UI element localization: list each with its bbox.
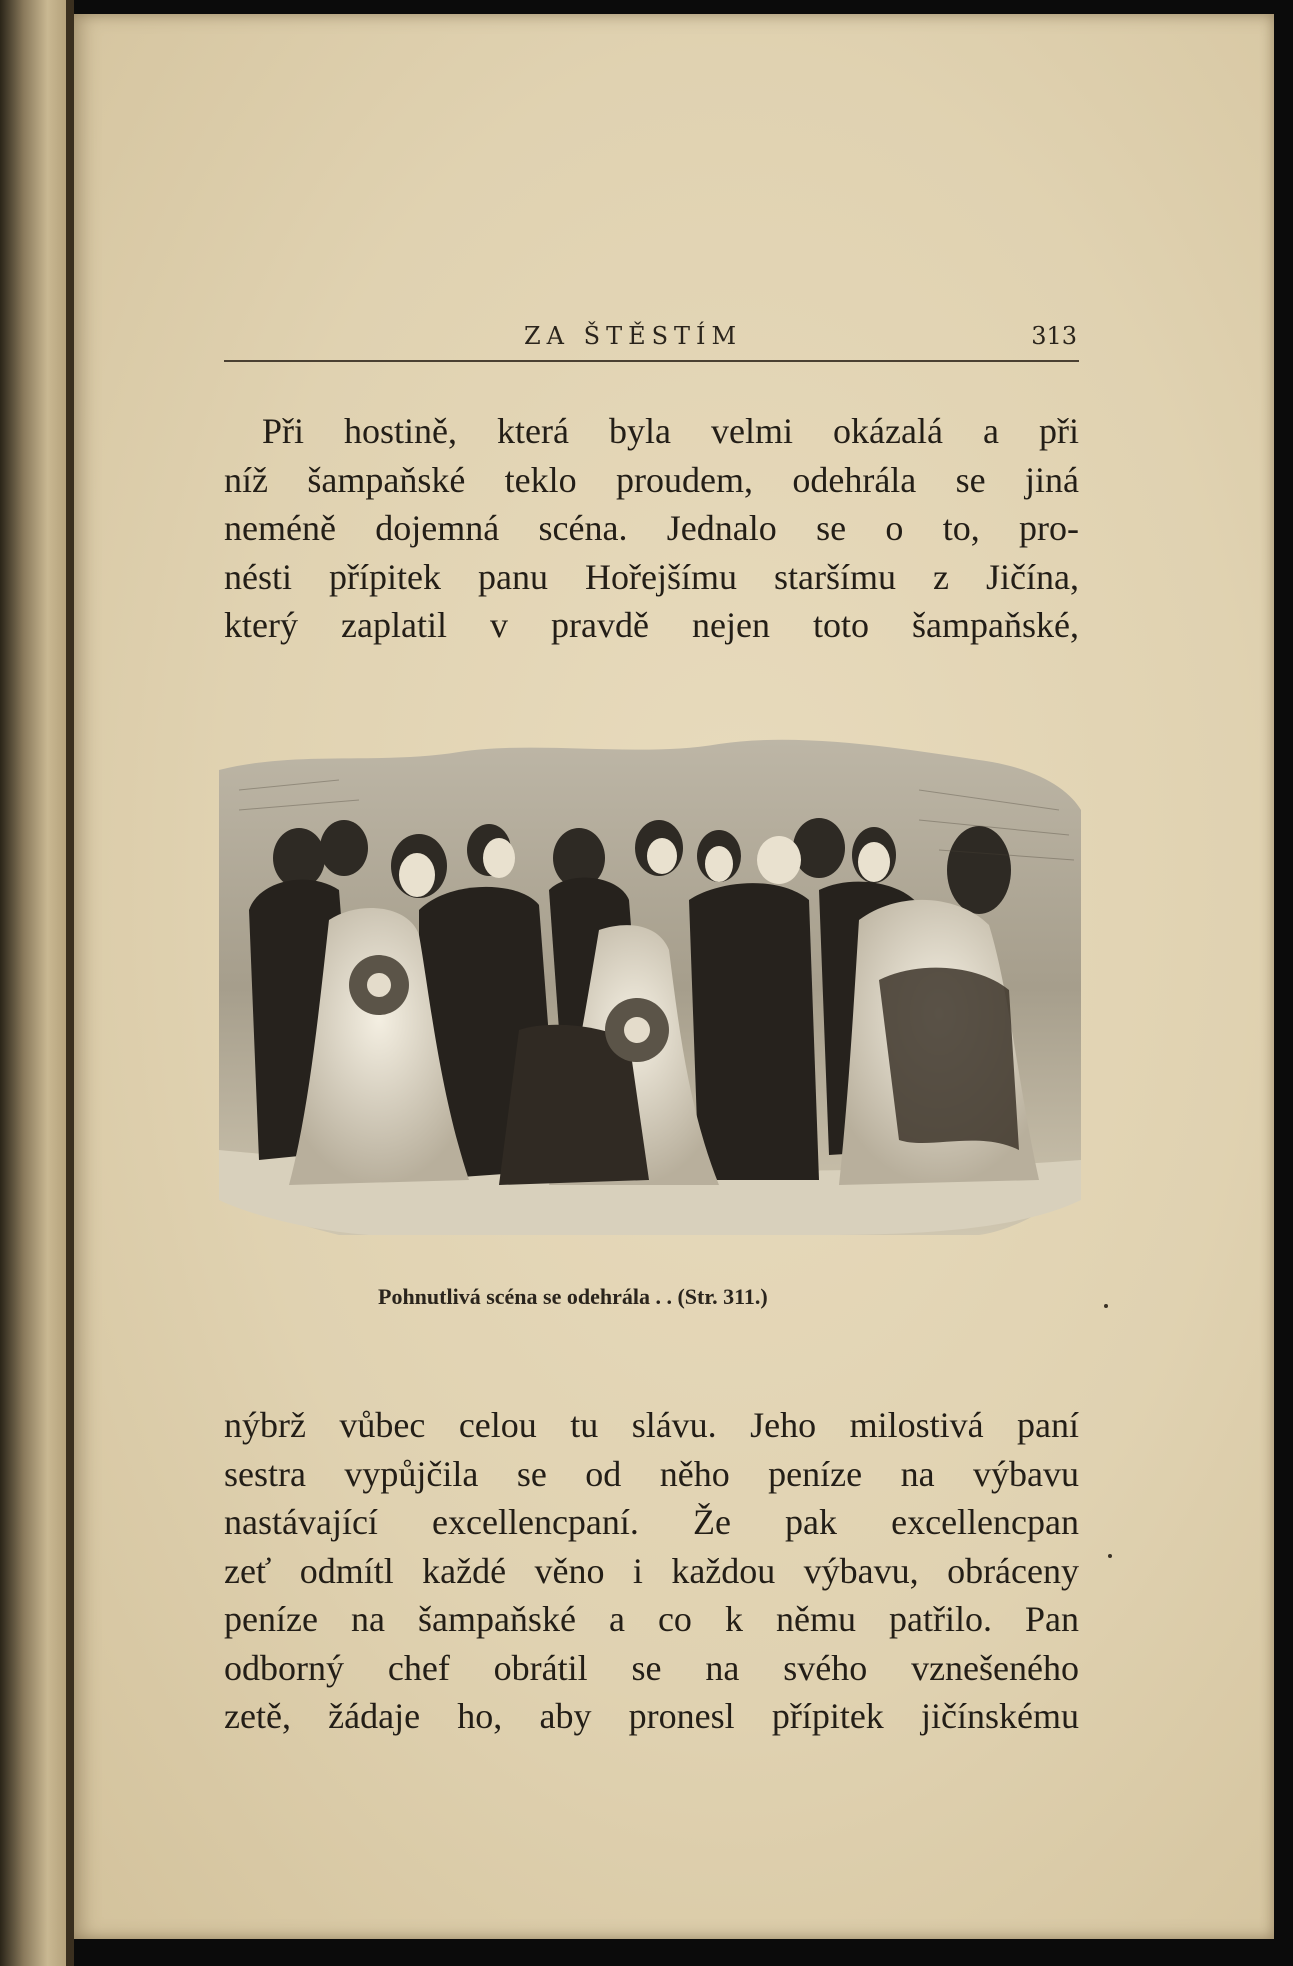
text-line: sestra vypůjčila se od něho peníze na výbavu (224, 1453, 1079, 1494)
text-line: peníze na šampaňské a co k němu patřilo. Pan (224, 1599, 1079, 1639)
text-line: zeť odmítl každé věno i každou výbavu, obráceny (224, 1550, 1079, 1591)
text-line: který zaplatil v pravdě nejen toto šampaňské, (224, 605, 1079, 645)
illustration-caption: Pohnutlivá scéna se odehrála . . (Str. 311.) (378, 1284, 768, 1309)
text-line: nýbrž vůbec celou tu slávu. Jeho milostivá paní (224, 1405, 1079, 1445)
running-head (224, 314, 1079, 362)
paragraph-2 (224, 1401, 1079, 1741)
paper-speck (1108, 1554, 1112, 1558)
text-line: nésti přípitek panu Hořejšímu staršímu z Jičína, (224, 556, 1079, 597)
book-spine (66, 0, 74, 1966)
paragraph-1 (224, 407, 1079, 650)
text-line: nastávající excellencpaní. Že pak excellencpan (224, 1502, 1079, 1542)
text-line: neméně dojemná scéna. Jednalo se o to, pro- (224, 508, 1079, 548)
running-title: ZA ŠTĚSTÍM (524, 322, 743, 350)
engraving-illustration (219, 730, 1081, 1245)
paper-speck (1104, 1304, 1108, 1308)
previous-page-edge (0, 0, 68, 1966)
text-line: odborný chef obrátil se na svého vznešeného (224, 1647, 1079, 1688)
book-page (74, 14, 1274, 1939)
text-line: zetě, žádaje ho, aby pronesl přípitek jičínskému (224, 1696, 1079, 1736)
page-number: 313 (1031, 322, 1077, 350)
text-line: Při hostině, která byla velmi okázalá a při (262, 411, 1079, 451)
ballroom-scene-engraving (219, 730, 1081, 1245)
text-line: níž šampaňské teklo proudem, odehrála se jiná (224, 459, 1079, 500)
